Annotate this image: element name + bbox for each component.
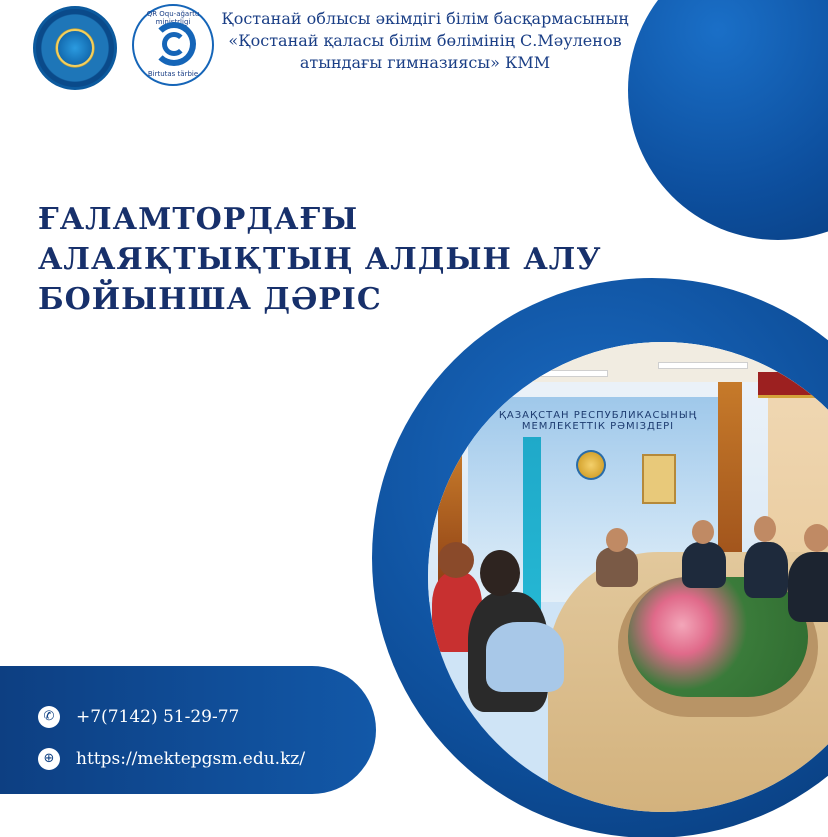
header-line-2: «Қостанай қаласы білім бөлімінің С.Мәуленов	[228, 31, 622, 50]
contact-phone-row	[38, 706, 239, 728]
person	[682, 542, 726, 588]
organization-header	[210, 8, 640, 74]
emblem-icon	[56, 29, 94, 67]
contact-web-row	[38, 748, 305, 770]
person	[788, 552, 828, 622]
ceiling-light	[538, 370, 608, 377]
phone-icon: ✆	[38, 706, 60, 728]
person-head	[754, 516, 776, 542]
photo-banner-text: ҚАЗАҚСТАН РЕСПУБЛИКАСЫНЫҢ МЕМЛЕКЕТТІК РӘМІЗДЕРІ	[498, 410, 698, 432]
header-line-3: атындағы гимназиясы» КММ	[299, 53, 551, 72]
ministry-logo	[132, 4, 214, 86]
person-head	[480, 550, 520, 596]
state-emblem-icon	[576, 450, 606, 480]
education-department-logo	[33, 6, 117, 90]
ministry-logo-bottom-text: Birtutas tärbie	[147, 70, 199, 78]
contact-bar	[0, 666, 376, 794]
ceiling-light	[658, 362, 748, 369]
globe-icon: ⊕	[38, 748, 60, 770]
title-line-1: ҒАЛАМТОРДАҒЫ	[38, 202, 359, 237]
title-line-2: АЛАЯҚТЫҚТЫҢ АЛДЫН АЛУ	[38, 242, 602, 277]
red-drape	[758, 372, 828, 398]
person-head	[606, 528, 628, 552]
person	[596, 547, 638, 587]
contact-phone[interactable]: +7(7142) 51-29-77	[76, 707, 240, 727]
ornament-inner-icon	[162, 32, 186, 56]
ministry-logo-top-text: QR Oqu-ağartu ministrligi	[146, 10, 200, 26]
person	[486, 622, 564, 692]
page-title	[38, 200, 602, 320]
person-head	[438, 542, 474, 578]
contact-website[interactable]: https://mektepgsm.edu.kz/	[76, 749, 306, 769]
person	[744, 542, 788, 598]
decorative-circle-top	[628, 0, 828, 240]
person-head	[692, 520, 714, 544]
title-line-3: БОЙЫНША ДӘРІС	[38, 282, 382, 317]
person-head	[804, 524, 828, 552]
header-line-1: Қостанай облысы әкімдігі білім басқармасының	[221, 9, 629, 28]
framed-anthem	[642, 454, 676, 504]
